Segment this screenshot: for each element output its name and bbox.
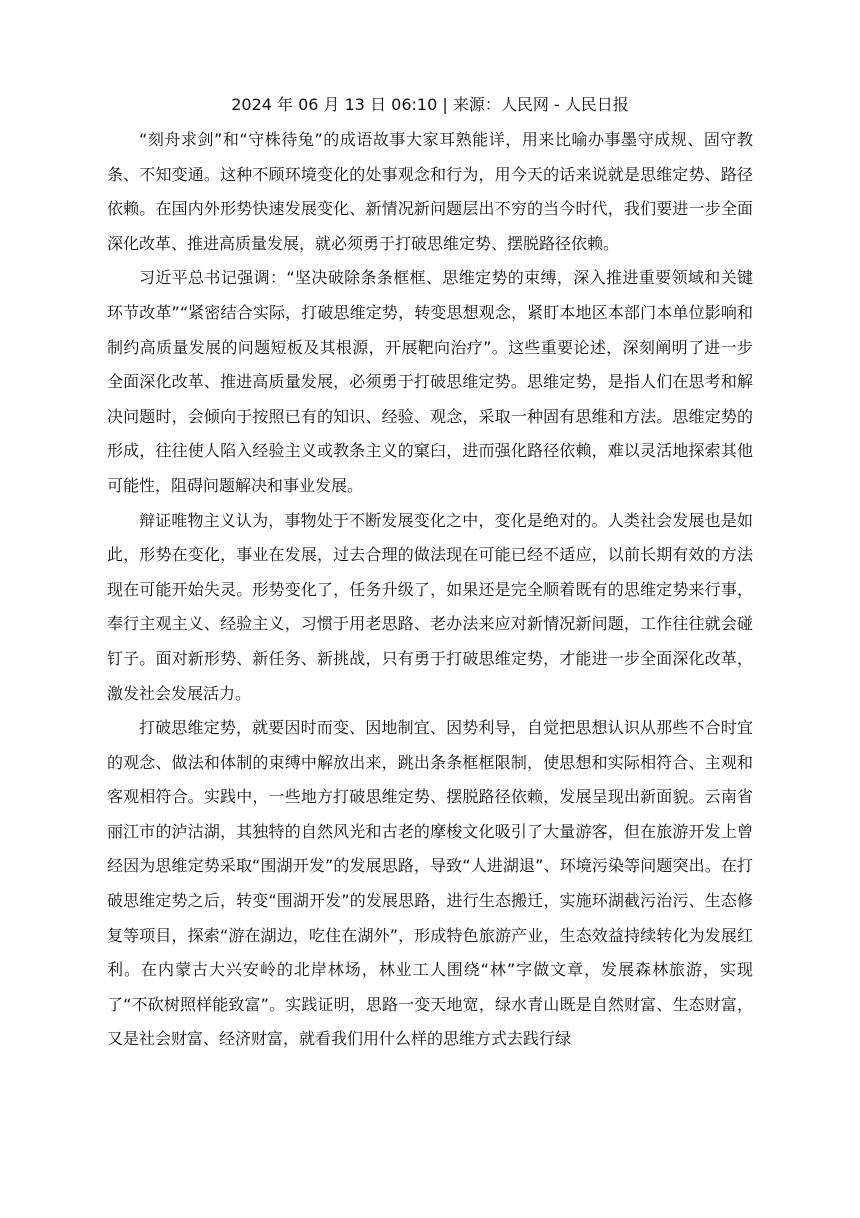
article-paragraph: 辩证唯物主义认为，事物处于不断发展变化之中，变化是绝对的。人类社会发展也是如此，形势在变化，事业在发展，过去合理的做法现在可能已经不适应，以前长期有效的方法现在可能开始失灵。形势变化了，任务升级了，如果还是完全顺着既有的思维定势来行事，奉行主观主义、经验主义，习惯于用老思路、老办法来应对新情况新问题，工作往往就会碰钉子。面对新形势、新任务、新挑战，只有勇于打破思维定势，才能进一步全面深化改革，激发社会发展活力。 bbox=[107, 510, 753, 703]
article-paragraph: 习近平总书记强调：“坚决破除条条框框、思维定势的束缚，深入推进重要领域和关键环节改革”“紧密结合实际，打破思维定势，转变思想观念，紧盯本地区本部门本单位影响和制约高质量发展的问题短板及其根源，开展靶向治疗”。这些重要论述，深刻阐明了进一步全面深化改革、推进高质量发展，必须勇于打破思维定势。思维定势，是指人们在思考和解决问题时，会倾向于按照已有的知识、经验、观念，采取一种固有思维和方法。思维定势的形成，往往使人陷入经验主义或教条主义的窠臼，进而强化路径依赖，难以灵活地探索其他可能性，阻碍问题解决和事业发展。 bbox=[107, 268, 753, 495]
article-body bbox=[107, 123, 753, 1057]
article-paragraph: 打破思维定势，就要因时而变、因地制宜、因势利导，自觉把思想认识从那些不合时宜的观念、做法和体制的束缚中解放出来，跳出条条框框限制，使思想和实际相符合、主观和客观相符合。实践中，一些地方打破思维定势、摆脱路径依赖，发展呈现出新面貌。云南省丽江市的泸沽湖，其独特的自然风光和古老的摩梭文化吸引了大量游客，但在旅游开发上曾经因为思维定势采取“围湖开发”的发展思路，导致“人进湖退”、环境污染等问题突出。在打破思维定势之后，转变“围湖开发”的发展思路，进行生态搬迁，实施环湖截污治污、生态修复等项目，探索“游在湖边，吃住在湖外”，形成特色旅游产业，生态效益持续转化为发展红利。在内蒙古大兴安岭的北岸林场，林业工人围绕“林”字做文章，发展森林旅游，实现了“不砍树照样能致富”。实践证明，思路一变天地宽，绿水青山既是自然财富、生态财富，又是社会财富、经济财富，就看我们用什么样的思维方式去践行绿 bbox=[107, 718, 753, 1049]
article-meta: 2024 年 06 月 13 日 06:10 | 来源：人民网 - 人民日报 bbox=[231, 95, 629, 114]
article-paragraph: “刻舟求剑”和“守株待兔”的成语故事大家耳熟能详，用来比喻办事墨守成规、固守教条、不知变通。这种不顾环境变化的处事观念和行为，用今天的话来说就是思维定势、路径依赖。在国内外形势快速发展变化、新情况新问题层出不穷的当今时代，我们要进一步全面深化改革、推进高质量发展，就必须勇于打破思维定势、摆脱路径依赖。 bbox=[107, 130, 753, 253]
